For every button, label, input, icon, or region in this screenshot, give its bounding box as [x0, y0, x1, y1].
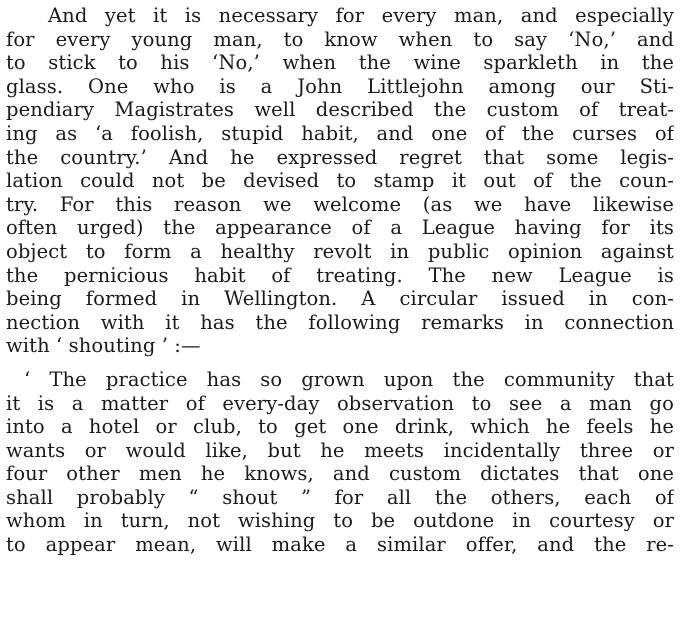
newspaper-column [6, 4, 674, 557]
text-line: being formed in Wellington. A circular issued in con- [6, 287, 674, 311]
text-line: pendiary Magistrates well described the custom of treat- [6, 98, 674, 122]
text-line: wants or would like, but he meets incidentally three or [6, 438, 674, 462]
text-line: lation could not be devised to stamp it out of the coun- [6, 169, 674, 193]
text-line: ing as ‘a foolish, stupid habit, and one of the curses of [6, 121, 674, 145]
text-line: to stick to his ‘No,’ when the wine sparkleth in the [6, 51, 674, 75]
text-line: ‘ The practice has so grown upon the community that [24, 367, 674, 391]
text-line: to appear mean, will make a similar offer, and the re- [6, 533, 674, 557]
text-line: often urged) the appearance of a League having for its [6, 216, 674, 240]
editorial-paragraph [6, 4, 674, 358]
text-line: the country.’ And he expressed regret that some legis- [6, 145, 674, 169]
text-line: into a hotel or club, to get one drink, which he feels he [6, 415, 674, 439]
text-line: the pernicious habit of treating. The new League is [6, 263, 674, 287]
text-line: whom in turn, not wishing to be outdone in courtesy or [6, 509, 674, 533]
quoted-circular-paragraph [6, 368, 674, 557]
text-line: nection with it has the following remarks in connection [6, 310, 674, 334]
paragraph-gap [6, 358, 674, 368]
text-line: glass. One who is a John Littlejohn among our Sti- [6, 74, 674, 98]
text-line: it is a matter of every-day observation to see a man go [6, 391, 674, 415]
text-line: object to form a healthy revolt in public opinion against [6, 239, 674, 263]
text-line: And yet it is necessary for every man, and especially [48, 4, 674, 27]
text-line: with ‘ shouting ’ :— [6, 334, 201, 358]
text-line: shall probably “ shout ” for all the others, each of [6, 485, 674, 509]
text-line: four other men he knows, and custom dictates that one [6, 462, 674, 486]
text-line: for every young man, to know when to say ‘No,’ and [6, 27, 674, 51]
text-line: try. For this reason we welcome (as we have likewise [6, 192, 674, 216]
